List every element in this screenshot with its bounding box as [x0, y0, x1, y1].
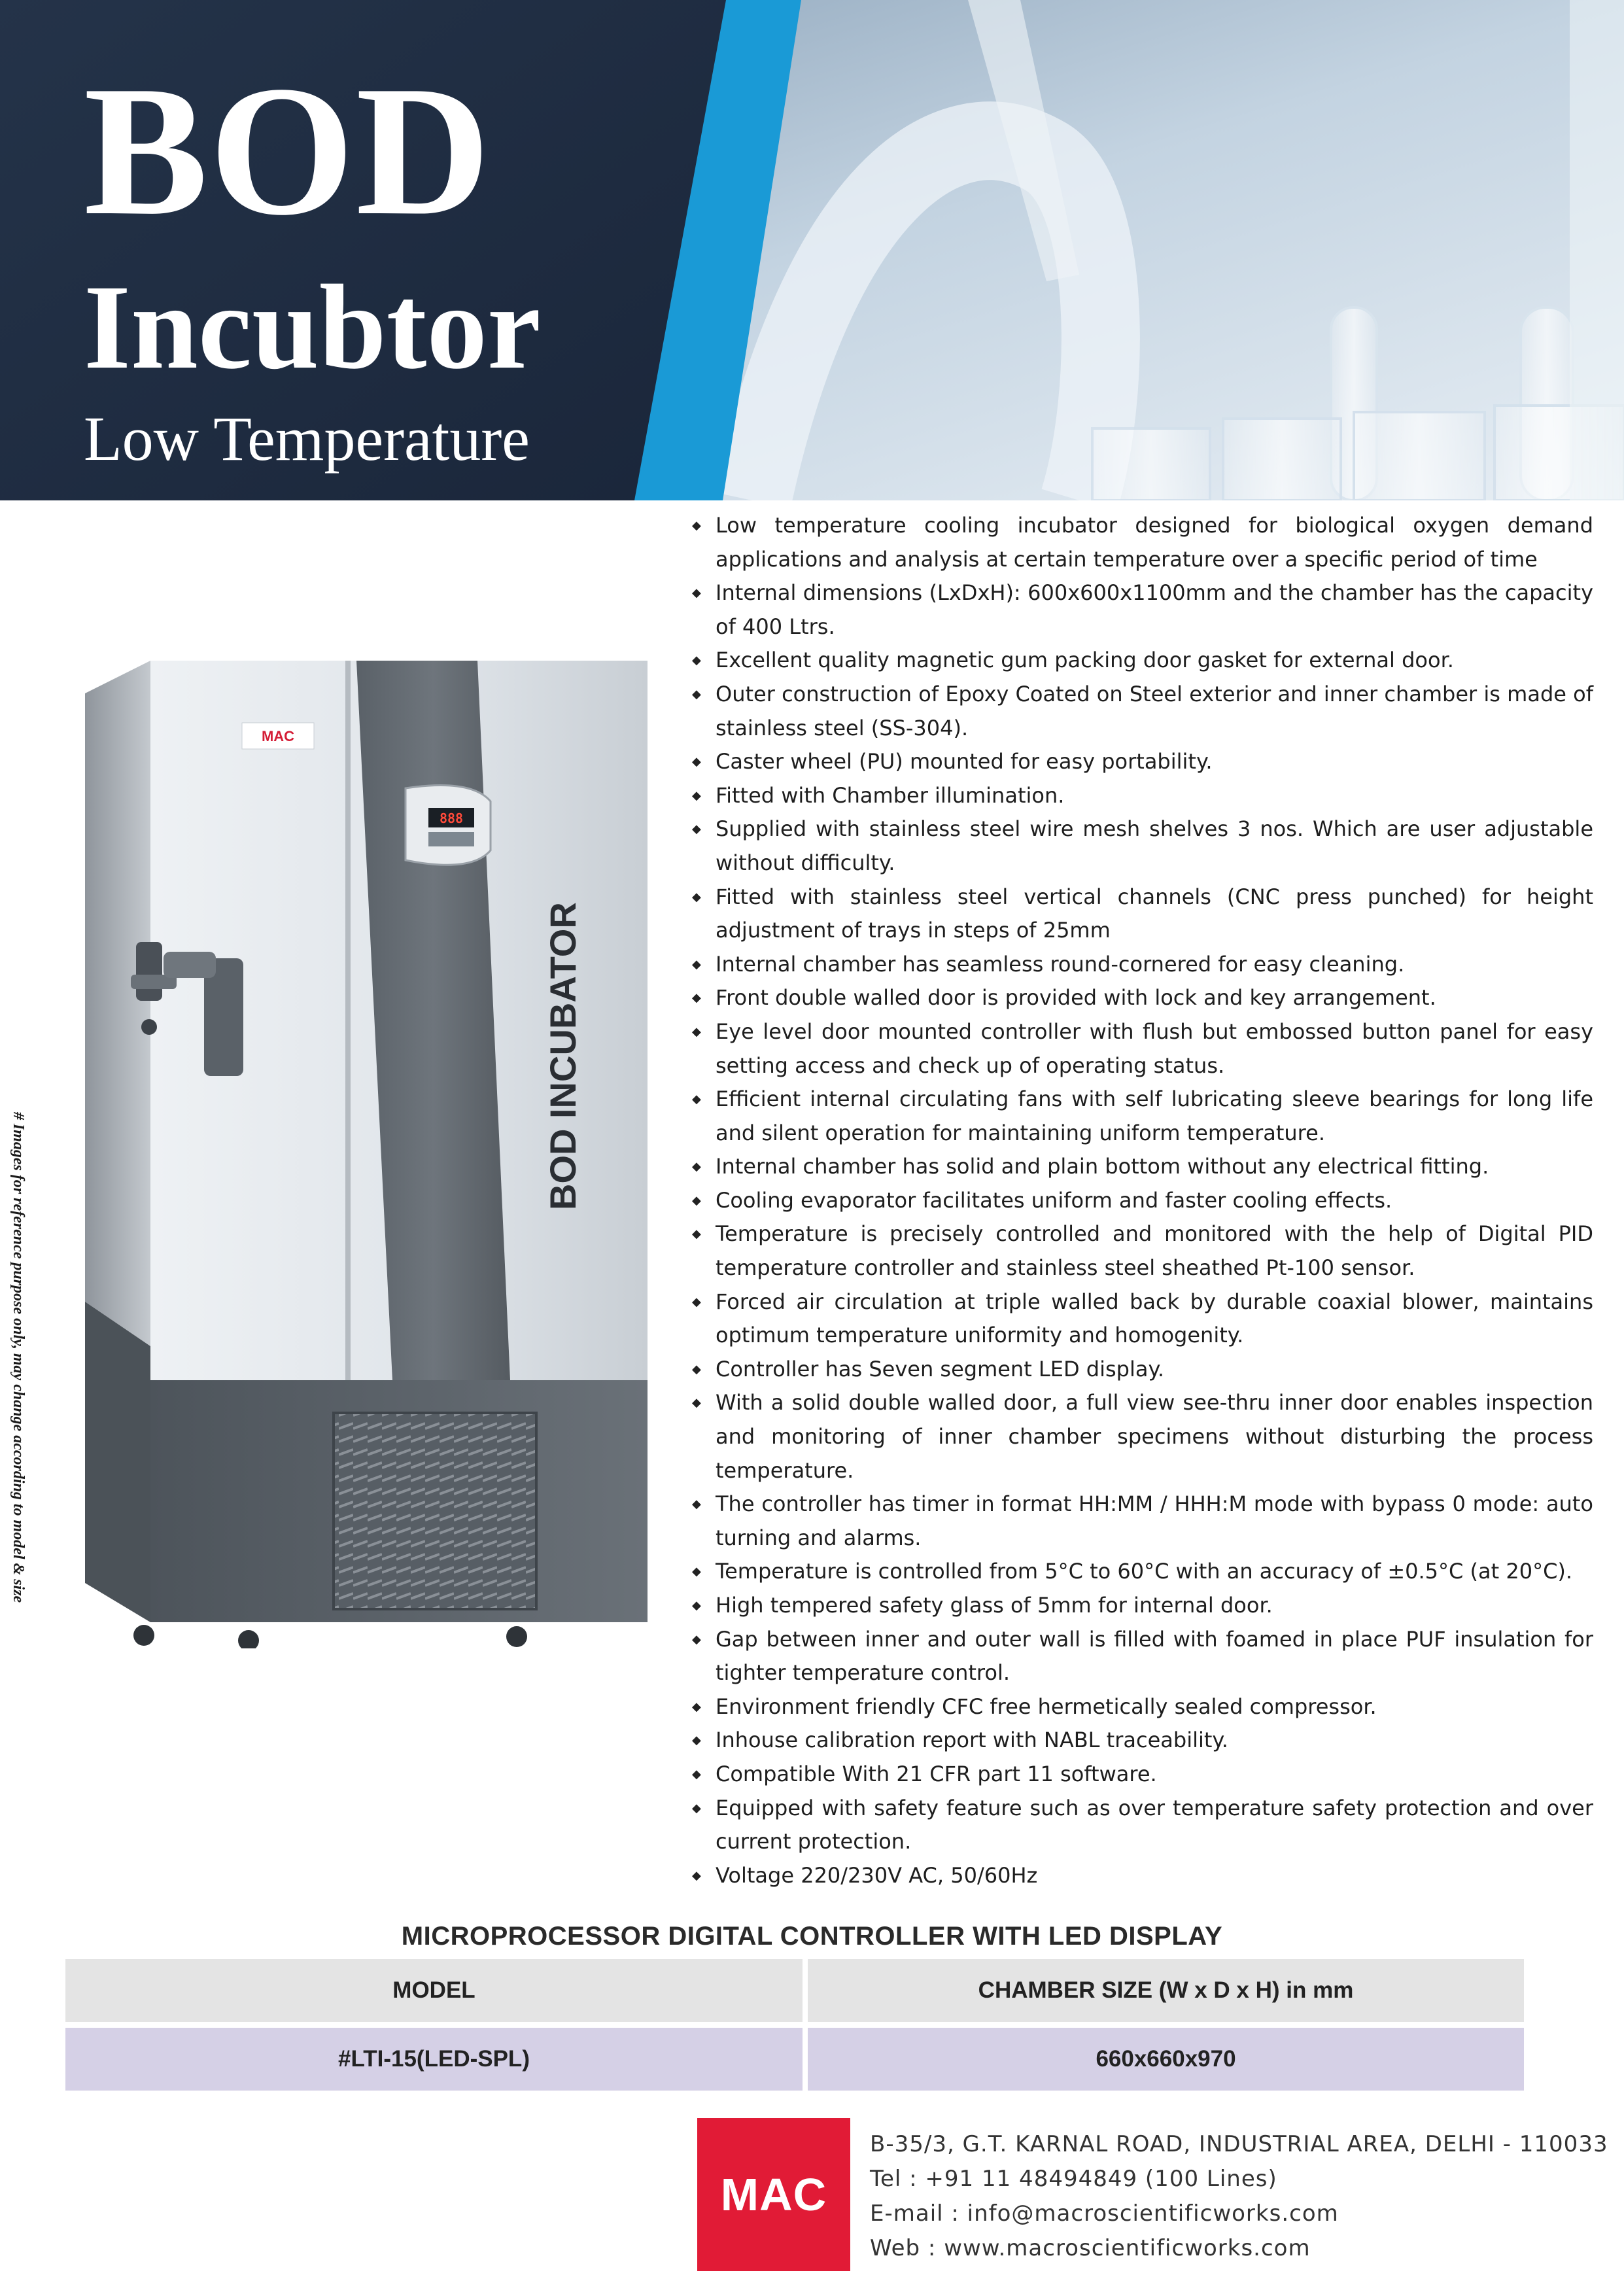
table-cell-chamber-size: 660x660x970: [808, 2028, 1524, 2091]
page-title: BOD: [84, 47, 492, 254]
header-banner: [0, 0, 1624, 500]
feature-item: ◆ Environment friendly CFC free hermetically sealed compressor.: [692, 1690, 1593, 1724]
feature-list: [692, 509, 1593, 1892]
reference-note-text: # Images for reference purpose only, may change according to model & size: [10, 1111, 27, 1603]
controller-display: 888: [439, 810, 464, 826]
feature-item: ◆ Voltage 220/230V AC, 50/60Hz: [692, 1859, 1593, 1893]
feature-item: ◆ Temperature is controlled from 5°C to 60°C with an accuracy of ±0.5°C (at 20°C).: [692, 1555, 1593, 1589]
company-address: B-35/3, G.T. KARNAL ROAD, INDUSTRIAL AREA, DELHI - 110033: [870, 2131, 1608, 2157]
contact-info: [870, 2127, 1608, 2266]
feature-item: ◆ Efficient internal circulating fans with self lubricating sleeve bearings for long life and silent operation for maintaining uniform temperature.: [692, 1083, 1593, 1150]
feature-item: ◆ Eye level door mounted controller with flush but embossed button panel for easy setting access and check up of operating status.: [692, 1015, 1593, 1083]
feature-item: ◆ Controller has Seven segment LED display.: [692, 1353, 1593, 1387]
panel-label: BOD INCUBATOR: [542, 902, 583, 1210]
table-header-chamber-size: CHAMBER SIZE (W x D x H) in mm: [808, 1959, 1524, 2022]
feature-item: ◆ Cooling evaporator facilitates uniform and faster cooling effects.: [692, 1184, 1593, 1218]
feature-item: ◆ With a solid double walled door, a full view see-thru inner door enables inspection and monitoring of inner chamber specimens without disturbing the process temperature.: [692, 1386, 1593, 1487]
company-website[interactable]: Web : www.macroscientificworks.com: [870, 2235, 1311, 2261]
feature-item: ◆ Low temperature cooling incubator designed for biological oxygen demand applications and analysis at certain temperature over a specific period of time: [692, 509, 1593, 576]
company-email[interactable]: E-mail : info@macroscientificworks.com: [870, 2200, 1339, 2227]
table-header-model: MODEL: [65, 1959, 803, 2022]
feature-item: ◆ Excellent quality magnetic gum packing door gasket for external door.: [692, 644, 1593, 678]
feature-item: ◆ Internal chamber has solid and plain bottom without any electrical fitting.: [692, 1150, 1593, 1184]
company-phone: Tel : +91 11 48494849 (100 Lines): [870, 2166, 1277, 2192]
table-cell-model: #LTI-15(LED-SPL): [65, 2028, 803, 2091]
feature-item: ◆ The controller has timer in format HH:MM / HHH:M mode with bypass 0 mode: auto turning and alarms.: [692, 1487, 1593, 1555]
page-subtitle: Incubtor: [84, 260, 541, 394]
reference-note: [9, 1111, 35, 1603]
feature-item: ◆ Internal chamber has seamless round-cornered for easy cleaning.: [692, 948, 1593, 982]
feature-item: ◆ Internal dimensions (LxDxH): 600x600x1100mm and the chamber has the capacity of 400 Ltrs.: [692, 576, 1593, 644]
incubator-product-image: [65, 661, 654, 1648]
company-logo: MAC: [697, 2118, 850, 2271]
spec-table-title: MICROPROCESSOR DIGITAL CONTROLLER WITH LED DISPLAY: [401, 1922, 1223, 1951]
feature-item: ◆ Gap between inner and outer wall is filled with foamed in place PUF insulation for tighter temperature control.: [692, 1623, 1593, 1690]
feature-item: ◆ Forced air circulation at triple walled back by durable coaxial blower, maintains optimum temperature uniformity and homogenity.: [692, 1285, 1593, 1353]
feature-item: ◆ Outer construction of Epoxy Coated on Steel exterior and inner chamber is made of stainless steel (SS-304).: [692, 678, 1593, 745]
feature-item: ◆ Fitted with stainless steel vertical channels (CNC press punched) for height adjustment of trays in steps of 25mm: [692, 880, 1593, 948]
brand-badge: MAC: [261, 728, 295, 744]
feature-item: ◆ Fitted with Chamber illumination.: [692, 779, 1593, 813]
feature-item: ◆ Temperature is precisely controlled and monitored with the help of Digital PID temperature controller and stainless steel sheathed Pt-100 sensor.: [692, 1217, 1593, 1285]
feature-item: ◆ Equipped with safety feature such as over temperature safety protection and over current protection.: [692, 1792, 1593, 1859]
feature-item: ◆ Caster wheel (PU) mounted for easy portability.: [692, 745, 1593, 779]
feature-item: ◆ Inhouse calibration report with NABL traceability.: [692, 1724, 1593, 1758]
page-subtitle-secondary: Low Temperature: [84, 404, 530, 474]
feature-item: ◆ Supplied with stainless steel wire mesh shelves 3 nos. Which are user adjustable without difficulty.: [692, 812, 1593, 880]
feature-item: ◆ High tempered safety glass of 5mm for internal door.: [692, 1589, 1593, 1623]
feature-item: ◆ Front double walled door is provided with lock and key arrangement.: [692, 981, 1593, 1015]
feature-item: ◆ Compatible With 21 CFR part 11 software.: [692, 1758, 1593, 1792]
